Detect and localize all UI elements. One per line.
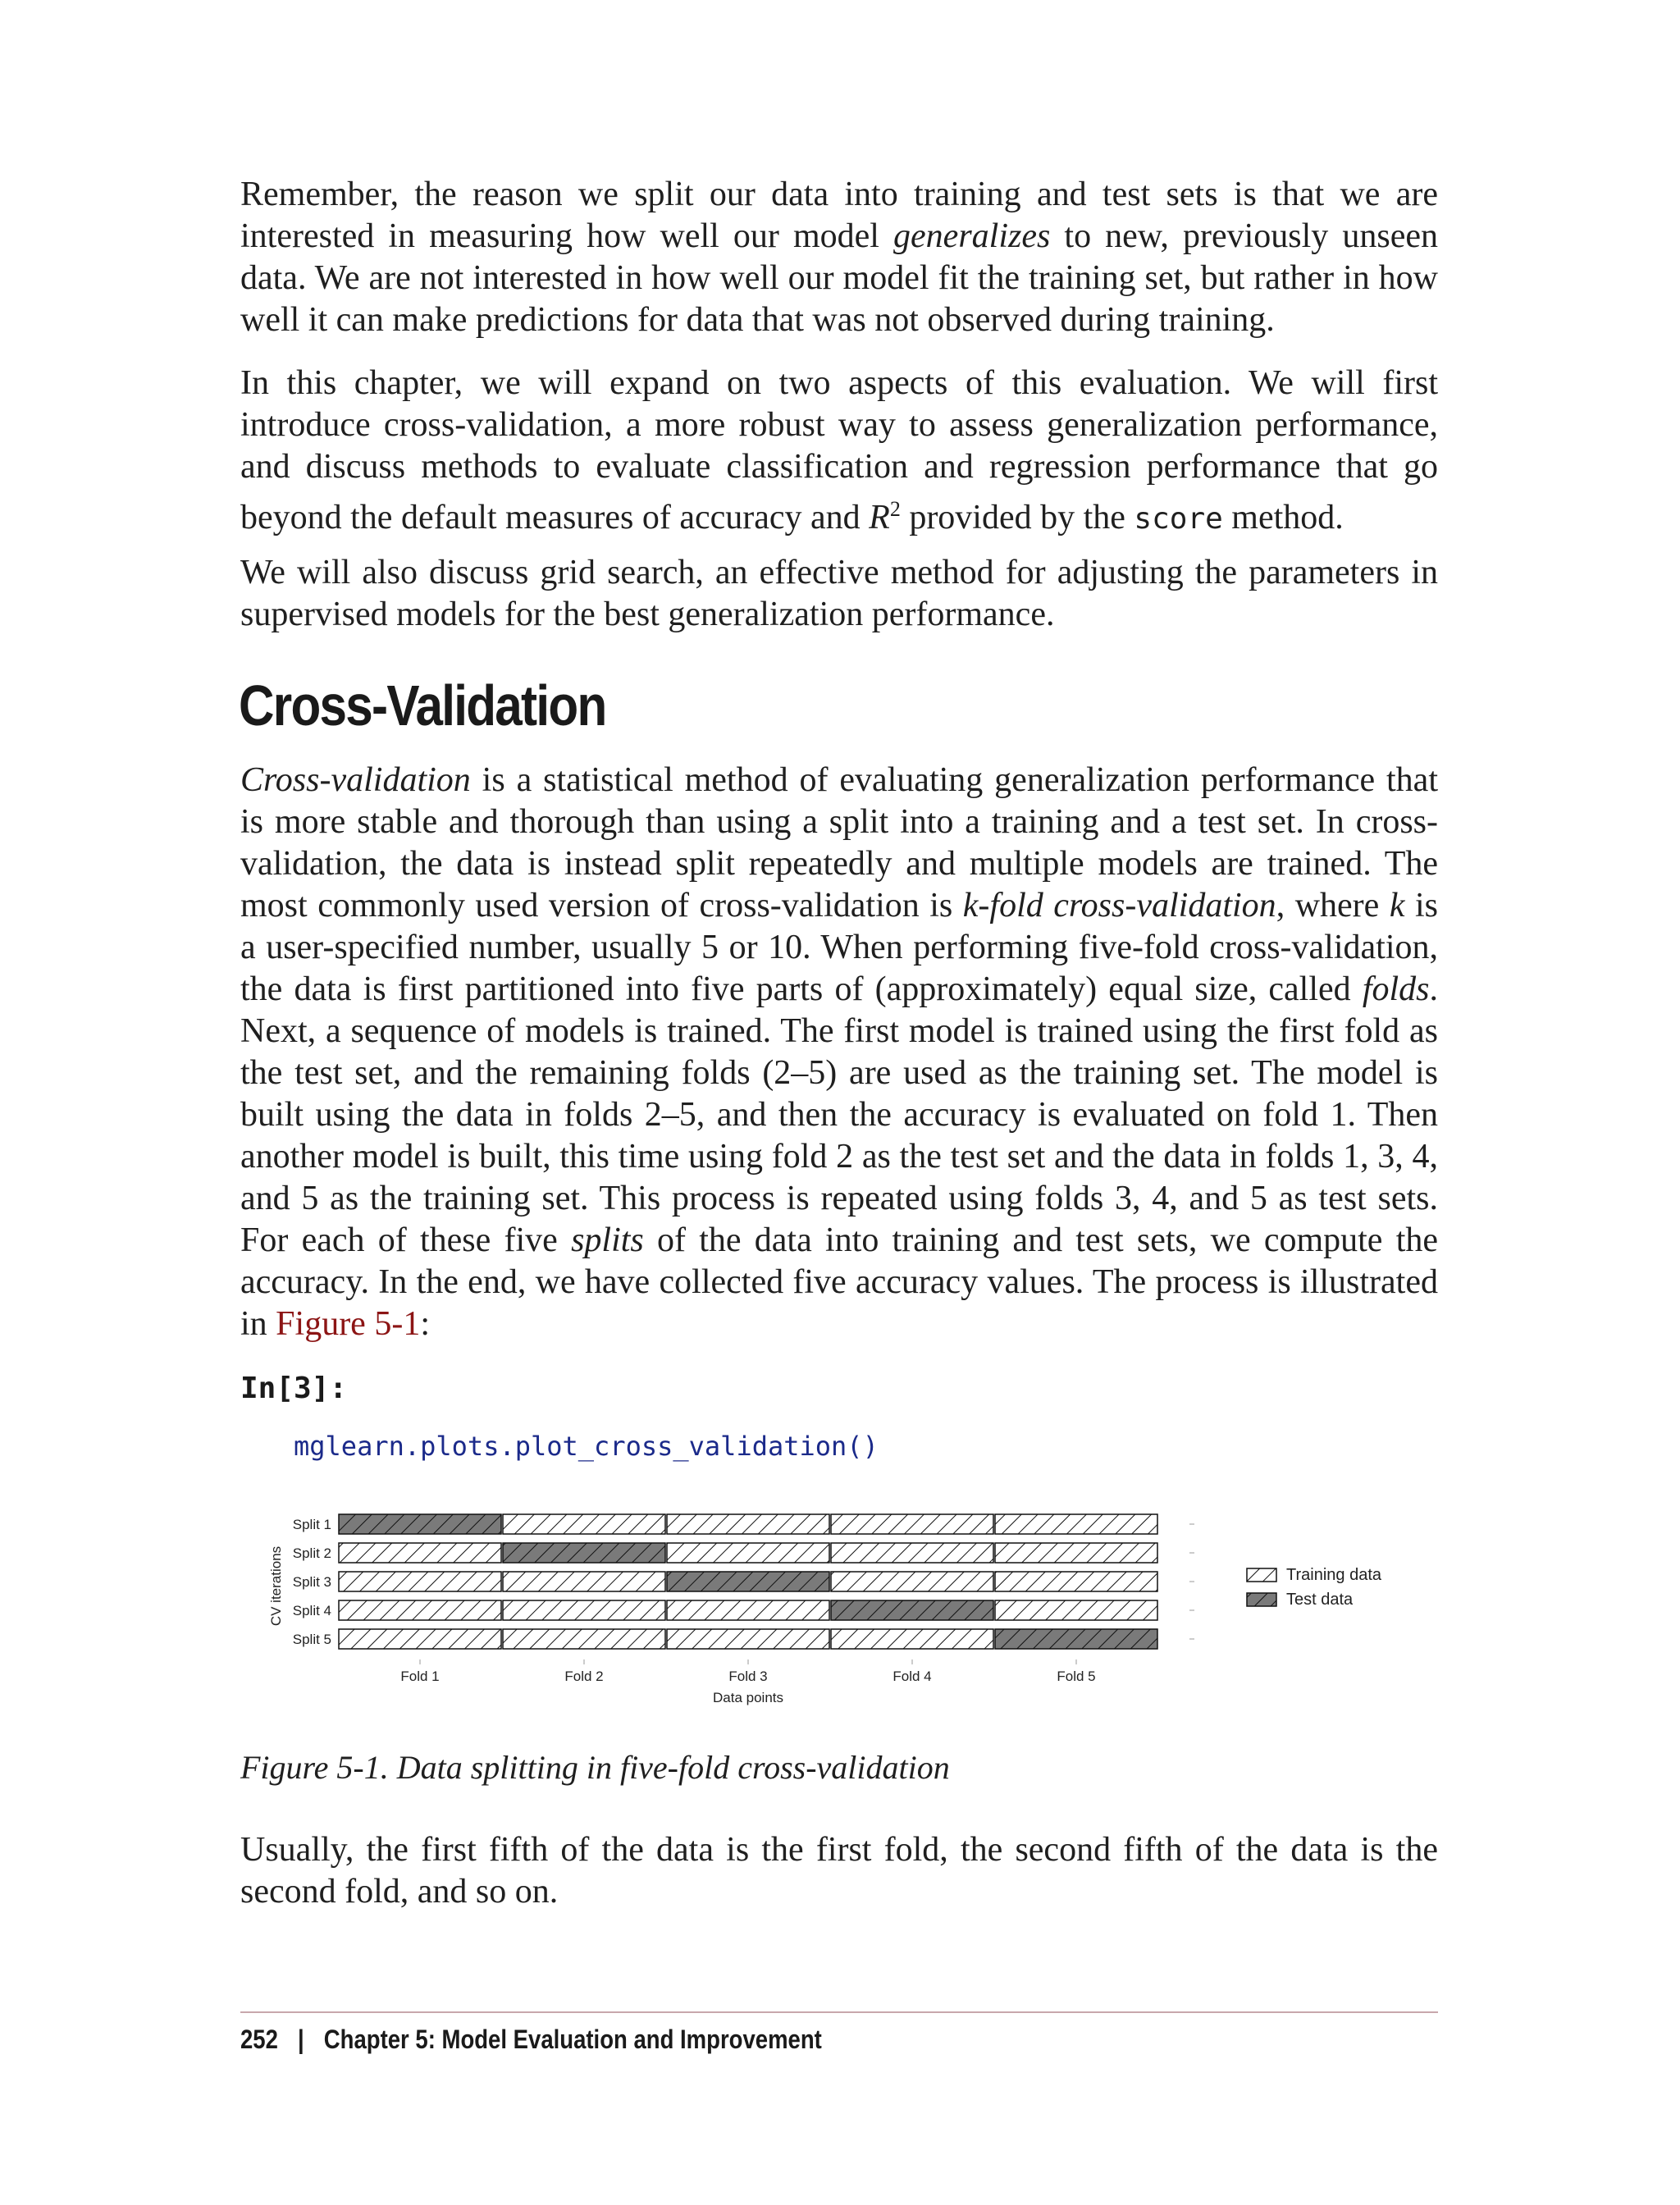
chapter-title: Chapter 5: Model Evaluation and Improvement xyxy=(323,2025,822,2054)
fold-hatch xyxy=(503,1514,665,1534)
code-prompt: In[3]: xyxy=(240,1372,348,1405)
legend-swatch-hatch xyxy=(1247,1568,1276,1582)
text-run: is a user-specified number, usually 5 or 10. When performing five-fold cross-validation, the data is first partitioned into five parts of (approximately) equal size, called xyxy=(240,887,1438,1008)
fold-hatch xyxy=(339,1572,501,1591)
footer-separator: | xyxy=(297,2025,304,2054)
text-run: of the data into training and test sets, we compute the accuracy. In the end, we have collected five accuracy values. The process is illustrated in xyxy=(240,1221,1438,1343)
fold-hatch xyxy=(995,1629,1157,1649)
text-run: Remember, the reason we split our data into training and test sets is that we are interested in measuring how well our model xyxy=(240,176,1438,255)
fold-hatch xyxy=(667,1600,829,1620)
emphasis: k-fold cross-validation xyxy=(962,887,1276,924)
text-run: : xyxy=(420,1305,430,1343)
text-run: method. xyxy=(1222,499,1344,536)
split-label: Split 2 xyxy=(292,1545,331,1561)
text-run: In this chapter, we will expand on two aspects of this evaluation. We will first introduce cross-validation, a more robust way to assess generalization performance, and discuss methods to evaluate classification and regression performance that go beyond the default measures of accuracy and xyxy=(240,364,1438,536)
text-run: provided by the xyxy=(900,499,1134,536)
fold-label: Fold 3 xyxy=(728,1669,768,1684)
legend-label: Test data xyxy=(1286,1591,1354,1609)
page-number: 252 xyxy=(240,2025,278,2054)
split-label: Split 5 xyxy=(292,1632,331,1647)
split-label: Split 1 xyxy=(292,1517,331,1532)
text-run: to new, previously unseen data. We are not interested in how well our model fit the training set, but rather in how well it can make predictions for data that was not observed during training. xyxy=(240,217,1438,339)
x-axis-label: Data points xyxy=(713,1690,783,1705)
paragraph-grid-search: We will also discuss grid search, an effective method for adjusting the parameters in supervised models for the best generalization performance. xyxy=(240,554,1438,633)
fold-label: Fold 5 xyxy=(1057,1669,1096,1684)
legend-swatch-hatch xyxy=(1247,1593,1276,1606)
fold-hatch xyxy=(995,1514,1157,1534)
fold-hatch xyxy=(667,1514,829,1534)
code-text: mglearn.plots.plot_cross_validation() xyxy=(294,1431,879,1462)
emphasis: k xyxy=(1389,887,1405,924)
emphasis: Cross-validation xyxy=(240,761,471,799)
emphasis: generalizes xyxy=(893,217,1051,255)
split-label: Split 3 xyxy=(292,1574,331,1590)
fold-hatch xyxy=(503,1600,665,1620)
code-line xyxy=(294,1431,879,1462)
section-heading: Cross-Validation xyxy=(239,673,606,737)
paragraph-intro xyxy=(240,174,1438,341)
fold-hatch xyxy=(831,1543,993,1563)
page-footer xyxy=(240,2021,822,2057)
fold-hatch xyxy=(995,1572,1157,1591)
fold-hatch xyxy=(339,1629,501,1649)
text-run: , where xyxy=(1276,887,1390,924)
paragraph-chapter-overview xyxy=(240,363,1438,540)
fold-hatch xyxy=(831,1514,993,1534)
fold-hatch xyxy=(503,1572,665,1591)
fold-hatch xyxy=(995,1543,1157,1563)
fold-hatch xyxy=(831,1629,993,1649)
fold-hatch xyxy=(339,1600,501,1620)
fold-label: Fold 1 xyxy=(400,1669,440,1684)
legend-label: Training data xyxy=(1286,1566,1381,1584)
fold-hatch xyxy=(503,1629,665,1649)
figure-link[interactable]: Figure 5-1 xyxy=(276,1305,421,1343)
split-label: Split 4 xyxy=(292,1603,331,1618)
fold-hatch xyxy=(831,1572,993,1591)
fold-hatch xyxy=(995,1600,1157,1620)
footer-rule xyxy=(240,2011,1438,2013)
y-axis-label: CV iterations xyxy=(268,1545,284,1627)
text-run: is a statistical method of evaluating generalization performance that is more stable and thorough than using a split into a training and a test set. In cross-validation, the data is instead split repeatedly and multiple models are trained. The most commonly used version of cross-validation is xyxy=(240,761,1438,924)
fold-hatch xyxy=(339,1514,501,1534)
paragraph-folds: Usually, the first fifth of the data is the first fold, the second fifth of the data is the second fold, and so on. xyxy=(240,1831,1438,1911)
emphasis: folds xyxy=(1362,970,1430,1008)
fold-hatch xyxy=(339,1543,501,1563)
fold-hatch xyxy=(503,1543,665,1563)
fold-hatch xyxy=(667,1629,829,1649)
superscript: 2 xyxy=(889,497,901,521)
fold-hatch xyxy=(667,1572,829,1591)
paragraph-cross-validation xyxy=(240,760,1438,1345)
text-run: . Next, a sequence of models is trained. The first model is trained using the first fold as the test set, and the remaining folds (2–5) are used as the training set. The model is built using the data in folds 2–5, and then the accuracy is evaluated on fold 1. Then another model is built, this time using fold 2 as the test set and the data in folds 1, 3, 4, and 5 as the training set. This process is repeated using folds 3, 4, and 5 as test sets. For each of these five xyxy=(240,970,1438,1259)
fold-label: Fold 4 xyxy=(892,1669,932,1684)
fold-hatch xyxy=(667,1543,829,1563)
chart-body xyxy=(268,1514,1382,1705)
inline-code: score xyxy=(1134,502,1223,536)
cross-validation-chart xyxy=(262,1509,1427,1723)
emphasis: splits xyxy=(571,1221,644,1259)
r-symbol: R xyxy=(869,499,890,536)
figure-caption: Figure 5-1. Data splitting in five-fold cross-validation xyxy=(240,1749,950,1786)
fold-label: Fold 2 xyxy=(564,1669,604,1684)
fold-hatch xyxy=(831,1600,993,1620)
